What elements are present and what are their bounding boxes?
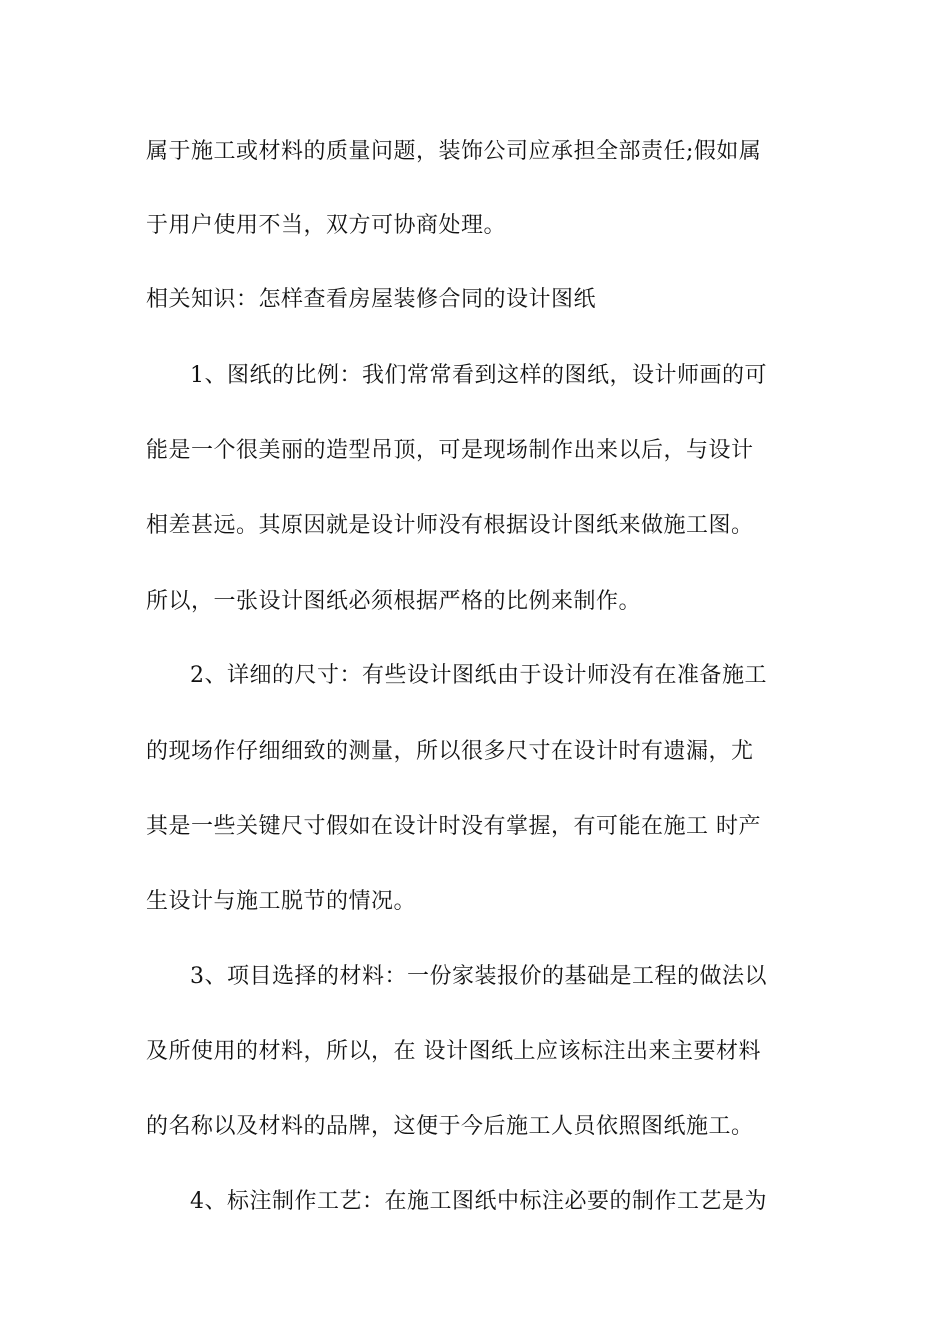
text-line: 生设计与施工脱节的情况。	[146, 889, 417, 914]
text-line: 所以，一张设计图纸必须根据严格的比例来制作。	[146, 589, 642, 614]
text-line: 能是一个很美丽的造型吊顶，可是现场制作出来以后，与设计	[146, 438, 754, 463]
text-line: 属于施工或材料的质量问题，装饰公司应承担全部责任;假如属	[146, 139, 762, 164]
paragraph-start: 2、详细的尺寸：有些设计图纸由于设计师没有在准备施工	[190, 663, 767, 688]
text-line: 相差甚远。其原因就是设计师没有根据设计图纸来做施工图。	[146, 513, 754, 538]
text-line: 的现场作仔细细致的测量，所以很多尺寸在设计时有遗漏，尤	[146, 739, 754, 764]
text-line: 的名称以及材料的品牌，这便于今后施工人员依照图纸施工。	[146, 1114, 754, 1139]
paragraph-start: 1、图纸的比例：我们常常看到这样的图纸，设计师画的可	[190, 363, 767, 388]
text-line: 其是一些关键尺寸假如在设计时没有掌握，有可能在施工 时产	[146, 814, 761, 839]
paragraph-start: 4、标注制作工艺：在施工图纸中标注必要的制作工艺是为	[190, 1189, 767, 1214]
text-line: 于用户使用不当，双方可协商处理。	[146, 213, 507, 238]
section-heading: 相关知识：怎样查看房屋装修合同的设计图纸	[146, 287, 597, 312]
paragraph-start: 3、项目选择的材料：一份家装报价的基础是工程的做法以	[190, 964, 767, 989]
text-line: 及所使用的材料，所以，在 设计图纸上应该标注出来主要材料	[146, 1039, 761, 1064]
